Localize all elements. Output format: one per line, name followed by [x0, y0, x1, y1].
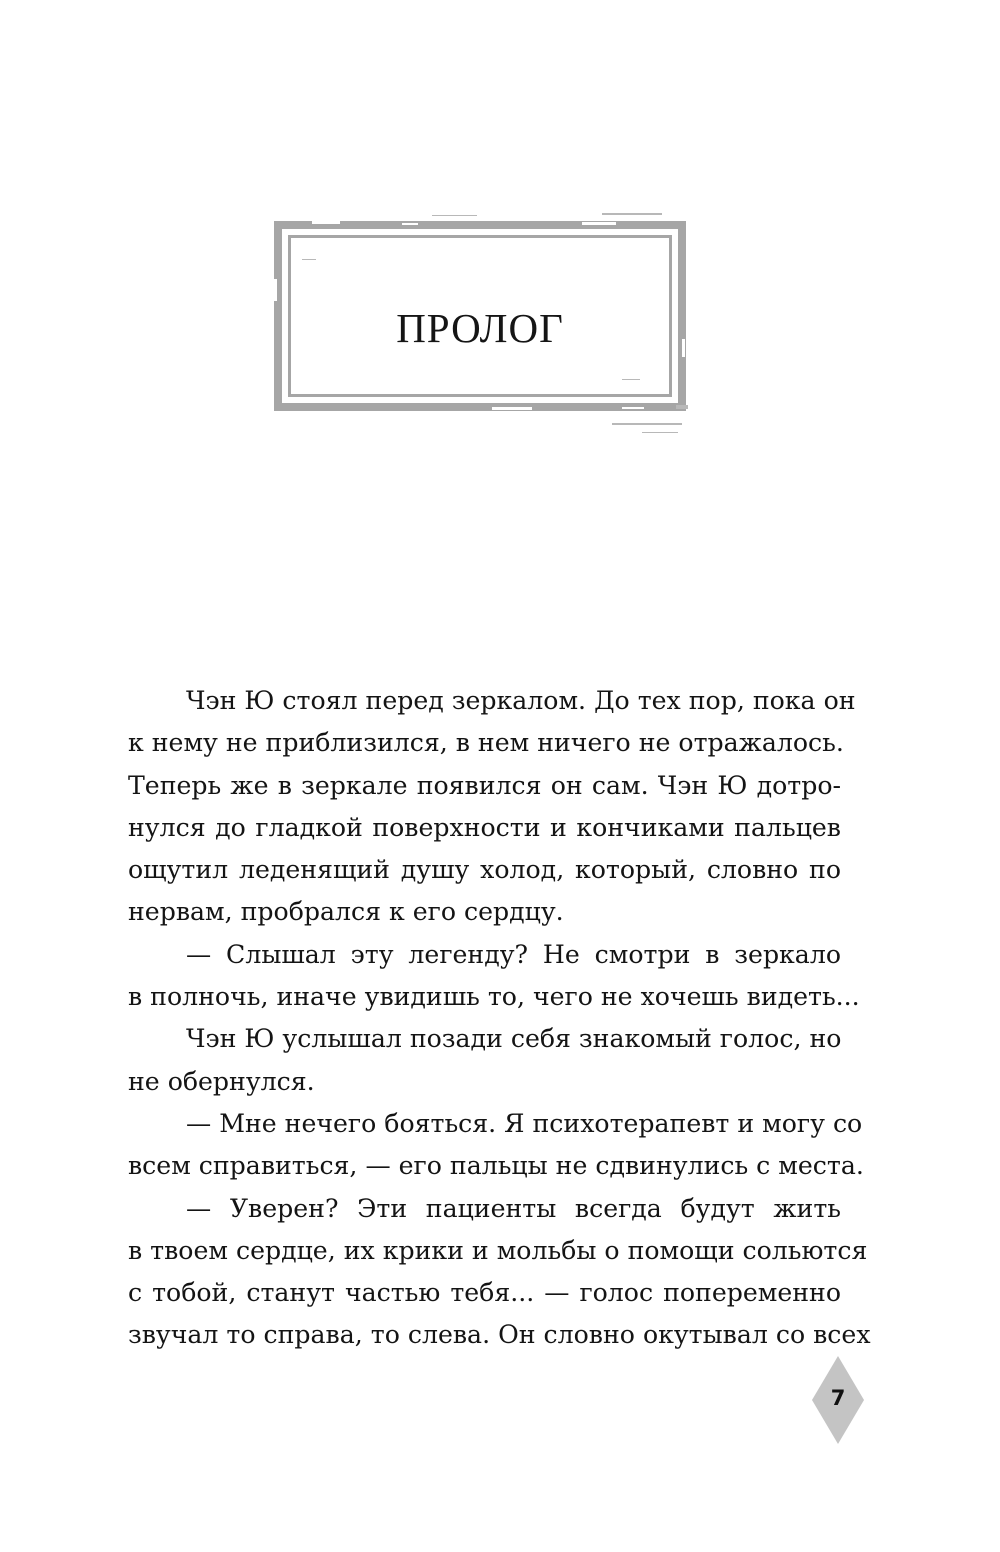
frame-scratch — [622, 407, 644, 409]
page-number-marker — [812, 1356, 864, 1444]
text-line: не обернулся. — [128, 1066, 315, 1096]
frame-scratch — [402, 223, 418, 225]
text-line: всем справиться, — его пальцы не сдвинулись с места. — [128, 1151, 864, 1181]
text-line: в твоем сердце, их крики и мольбы о помощи сольются — [128, 1235, 868, 1265]
frame-scratch — [274, 279, 277, 301]
frame-speck — [302, 259, 316, 260]
frame-speck — [602, 213, 662, 215]
text-line: нулся до гладкой поверхности и кончиками пальцев — [128, 812, 841, 842]
text-line: ощутил леденящий душу холод, который, словно по — [128, 855, 841, 885]
frame-scratch — [492, 407, 532, 410]
frame-speck — [612, 423, 682, 425]
text-line: — Мне нечего бояться. Я психотерапевт и могу со — [186, 1108, 863, 1138]
text-line: в полночь, иначе увидишь то, чего не хочешь видеть... — [128, 982, 860, 1012]
frame-scratch — [582, 222, 616, 225]
text-line: Чэн Ю стоял перед зеркалом. До тех пор, пока он — [186, 686, 856, 715]
text-line: звучал то справа, то слева. Он словно окутывал со всех — [128, 1320, 871, 1350]
text-line: Теперь же в зеркале появился он сам. Чэн Ю дотро- — [128, 770, 841, 800]
text-line: — Уверен? Эти пациенты всегда будут жить — [186, 1193, 841, 1223]
chapter-title: ПРОЛОГ — [396, 305, 564, 351]
text-line: с тобой, станут частью тебя... — голос попеременно — [128, 1278, 841, 1308]
body-text — [128, 680, 871, 1357]
frame-speck — [642, 432, 678, 433]
chapter-title-inner-border — [288, 235, 672, 397]
chapter-title-frame — [274, 221, 686, 411]
text-line: нервам, пробрался к его сердцу. — [128, 897, 564, 927]
text-line: — Слышал эту легенду? Не смотри в зеркало — [186, 939, 841, 969]
frame-speck — [432, 215, 477, 216]
frame-scratch — [312, 221, 340, 224]
text-line: Чэн Ю услышал позади себя знакомый голос, но — [186, 1024, 842, 1054]
frame-scratch — [682, 339, 685, 357]
page-number: 7 — [830, 1386, 846, 1410]
frame-speck — [622, 379, 640, 380]
text-line: к нему не приблизился, в нем ничего не отражалось. — [128, 728, 844, 758]
frame-speck — [676, 405, 688, 409]
